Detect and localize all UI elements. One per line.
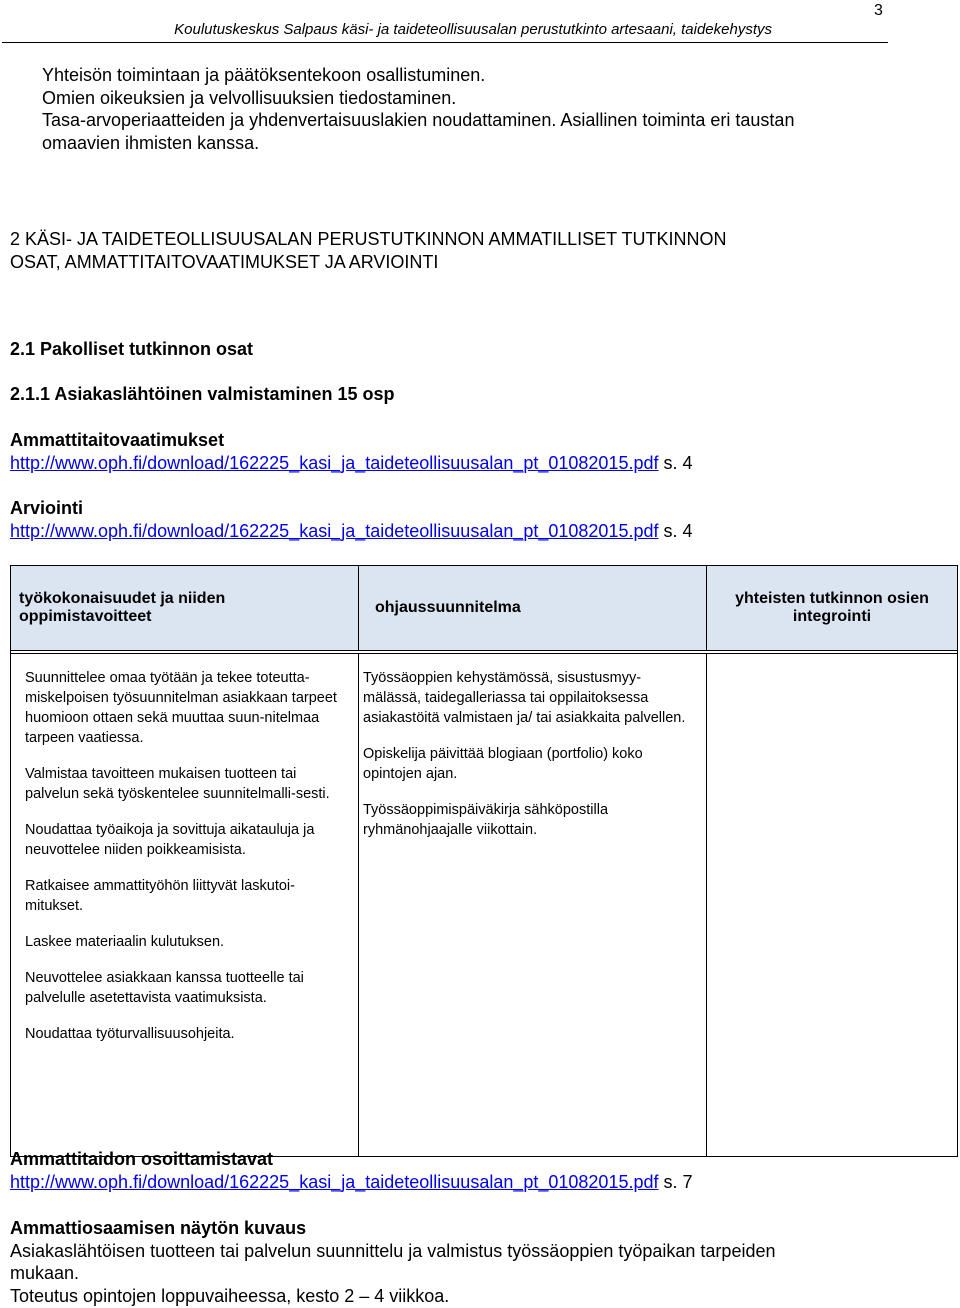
bottom-section (10, 1148, 910, 1307)
table-header-row (11, 566, 958, 651)
naytto-line: mukaan. (10, 1263, 80, 1283)
subsubsection-heading: 2.1.1 Asiakaslähtöinen valmistaminen 15 osp (10, 384, 395, 404)
naytto-line: Asiakaslähtöisen tuotteen tai palvelun suunnittelu ja valmistus työssäoppien työpaikan tarpeiden (10, 1240, 776, 1261)
list-item: Työssäoppien kehystämössä, sisustusmyy-mälässä, taidegalleriassa tai oppilaitoksessa asiakastöitä valmistaen ja/ tai asiakkaita palvellen. (363, 670, 686, 726)
page-number: 3 (874, 2, 883, 19)
header-title: Koulutuskeskus Salpaus käsi- ja taideteollisuusalan perustutkinto artesaani, taidekehystys (174, 21, 772, 38)
arviointi-heading: Arviointi (10, 498, 84, 518)
cell-ohjaussuunnitelma (359, 654, 707, 1157)
ammattitaitovaatimukset-heading: Ammattitaitovaatimukset (10, 430, 225, 450)
intro-line: Yhteisön toimintaan ja päätöksentekoon osallistuminen. (42, 65, 486, 85)
intro-line: omaavien ihmisten kanssa. (42, 132, 260, 153)
list-item: Työssäoppimispäiväkirja sähköpostilla ryhmänohjaajalle viikottain. (363, 802, 609, 838)
intro-text (42, 64, 922, 154)
ammattitaidon-heading: Ammattitaidon osoittamistavat (10, 1149, 274, 1169)
list-item: Noudattaa työaikoja ja sovittuja aikatauluja ja neuvottelee niiden poikkeamisista. (25, 822, 315, 858)
arviointi-link[interactable]: http://www.oph.fi/download/162225_kasi_ja_taideteollisuusalan_pt_01082015.pdf (10, 521, 659, 541)
section-heading: 2 KÄSI- JA TAIDETEOLLISUUSALAN PERUSTUTKINNON AMMATILLISET TUTKINNON OSAT, AMMATTITAITOVAATIMUKSET JA ARVIOINTI (10, 229, 727, 272)
list-item: Neuvottelee asiakkaan kanssa tuotteelle tai palvelulle asetettavista vaatimuksista. (25, 970, 304, 1006)
arviointi-ref (10, 521, 693, 542)
list-item: Opiskelija päivittää blogiaan (portfolio) koko opintojen ajan. (363, 746, 643, 782)
subsection-heading: 2.1 Pakolliset tutkinnon osat (10, 339, 254, 359)
ammattitaidon-link[interactable]: http://www.oph.fi/download/162225_kasi_ja_taideteollisuusalan_pt_01082015.pdf (10, 1171, 659, 1192)
header-rule (2, 42, 888, 43)
list-item: Laskee materiaalin kulutuksen. (25, 934, 225, 950)
intro-line: Tasa-arvoperiaatteiden ja yhdenvertaisuuslakien noudattaminen. Asiallinen toiminta eri taustan (42, 110, 795, 130)
naytto-line: Toteutus opintojen loppuvaiheessa, kesto 2 – 4 viikkoa. (10, 1285, 450, 1306)
table-row (11, 654, 958, 1157)
spacer (10, 1193, 910, 1217)
page-header (0, 0, 960, 44)
ammattitaitovaatimukset-link[interactable]: http://www.oph.fi/download/162225_kasi_ja_taideteollisuusalan_pt_01082015.pdf (10, 453, 659, 473)
cell-integrointi (707, 654, 958, 1157)
list-item: Suunnittelee omaa työtään ja tekee toteutta-miskelpoisen työsuunnitelman asiakkaan tarpeet huomioon ottaen sekä muuttaa suun-nitelmaa tarpeen vaatiessa. (25, 670, 337, 746)
competence-table (10, 565, 958, 1157)
header-integrointi: yhteisten tutkinnon osien integrointi (707, 566, 958, 651)
list-item: Noudattaa työturvallisuusohjeita. (25, 1026, 235, 1042)
ammattitaitovaatimukset-ref (10, 453, 693, 474)
cell-tyokokonaisuudet (11, 654, 359, 1157)
list-item: Valmistaa tavoitteen mukaisen tuotteen tai palvelun sekä työskentelee suunnitelmalli-sesti. (25, 766, 330, 802)
page-ref: s. 4 (658, 453, 693, 473)
list-item: Ratkaisee ammattityöhön liittyvät laskutoi-mitukset. (25, 878, 295, 914)
page-ref: s. 4 (658, 521, 693, 541)
page-ref: s. 7 (658, 1171, 693, 1192)
header-tyokokonaisuudet: työkokonaisuudet ja niiden oppimistavoitteet (11, 566, 359, 651)
naytto-heading: Ammattiosaamisen näytön kuvaus (10, 1218, 307, 1238)
intro-line: Omien oikeuksien ja velvollisuuksien tiedostaminen. (42, 87, 457, 108)
header-ohjaussuunnitelma: ohjaussuunnitelma (359, 566, 707, 651)
ammattitaidon-ref (10, 1171, 910, 1194)
